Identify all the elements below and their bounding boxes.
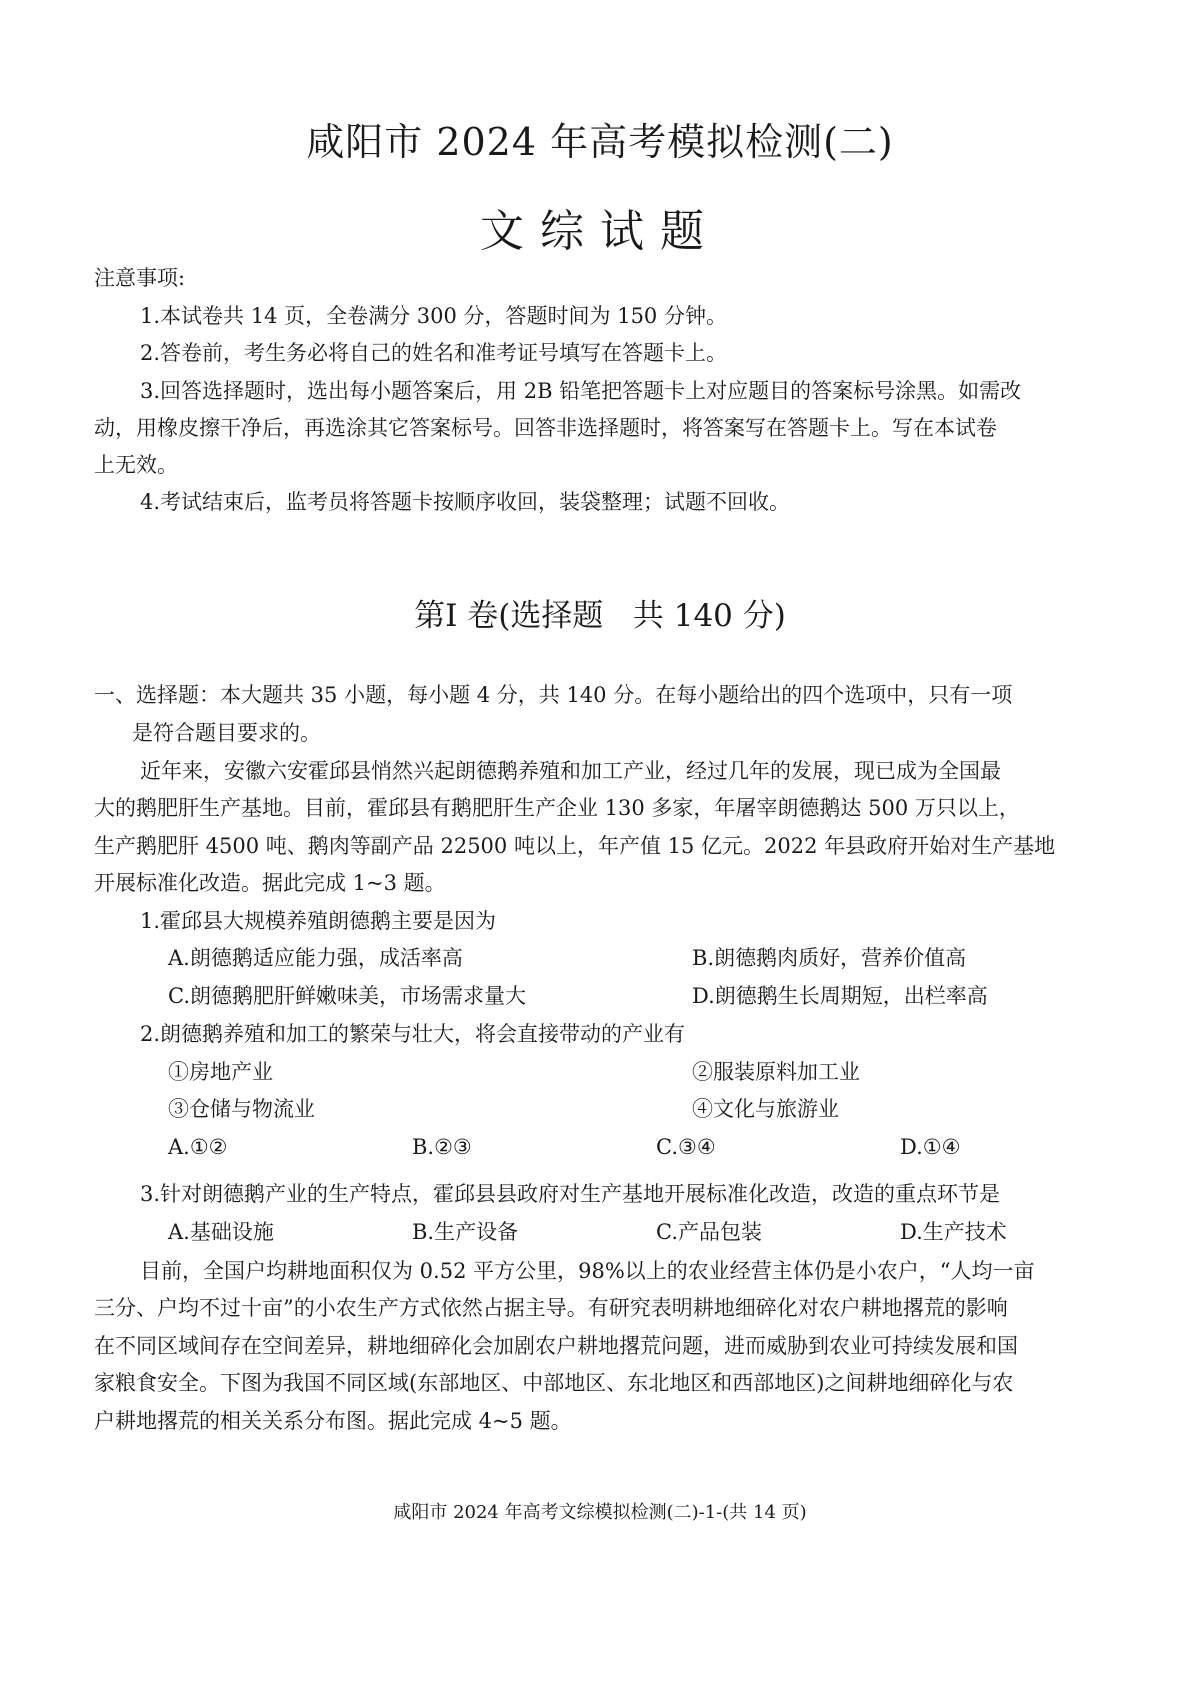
passage1-line-4: 开展标准化改造。据此完成 1~3 题。 [94, 871, 446, 895]
question-3-option-a: A.基础设施 [168, 1220, 274, 1244]
exam-subtitle: 文综试题 [480, 206, 720, 257]
passage2-line-5: 户耕地撂荒的相关关系分布图。据此完成 4~5 题。 [94, 1409, 572, 1433]
passage1-line-3: 生产鹅肥肝 4500 吨、鹅肉等副产品 22500 吨以上，年产值 15 亿元。2022 年县政府开始对生产基地 [94, 834, 1056, 858]
notice-item-3: 3.回答选择题时，选出每小题答案后，用 2B 铅笔把答题卡上对应题目的答案标号涂黑。如需改 [140, 379, 1022, 403]
question-1-option-d: D.朗德鹅生长周期短，出栏率高 [692, 984, 988, 1008]
question-2-item-4: ④文化与旅游业 [692, 1097, 839, 1121]
notice-item-1: 1.本试卷共 14 页，全卷满分 300 分，答题时间为 150 分钟。 [140, 304, 727, 328]
passage2-line-1: 目前，全国户均耕地面积仅为 0.52 平方公里，98%以上的农业经营主体仍是小农户，“人均一亩 [140, 1259, 1035, 1283]
passage2-line-4: 家粮食安全。下图为我国不同区域(东部地区、中部地区、东北地区和西部地区)之间耕地细碎化与农 [94, 1371, 1014, 1395]
section-instruction: 一、选择题：本大题共 35 小题，每小题 4 分，共 140 分。在每小题给出的四个选项中，只有一项 [94, 683, 1013, 707]
question-2-option-d: D.①④ [900, 1135, 961, 1159]
question-1-option-b: B.朗德鹅肉质好，营养价值高 [692, 946, 967, 970]
notice-item-2: 2.答卷前，考生务必将自己的姓名和准考证号填写在答题卡上。 [140, 341, 728, 365]
question-2-option-a: A.①② [168, 1135, 228, 1159]
question-2-option-b: B.②③ [412, 1135, 472, 1159]
question-1-stem: 1.霍邱县大规模养殖朗德鹅主要是因为 [140, 909, 497, 933]
question-1-option-c: C.朗德鹅肥肝鲜嫩味美，市场需求量大 [168, 984, 526, 1008]
exam-title: 咸阳市 2024 年高考模拟检测(二) [306, 120, 894, 164]
question-2-option-c: C.③④ [656, 1135, 716, 1159]
question-2-stem: 2.朗德鹅养殖和加工的繁荣与壮大，将会直接带动的产业有 [140, 1022, 686, 1046]
notice-item-3-cont: 动，用橡皮擦干净后，再选涂其它答案标号。回答非选择题时，将答案写在答题卡上。写在本试卷 [94, 416, 997, 440]
question-2-item-3: ③仓储与物流业 [168, 1097, 315, 1121]
question-3-option-d: D.生产技术 [900, 1220, 1007, 1244]
section-title: 第Ⅰ 卷(选择题 共 140 分) [414, 598, 786, 634]
passage1-line-2: 大的鹅肥肝生产基地。目前，霍邱县有鹅肥肝生产企业 130 多家，年屠宰朗德鹅达 500 万只以上， [94, 796, 1020, 820]
question-3-stem: 3.针对朗德鹅产业的生产特点，霍邱县县政府对生产基地开展标准化改造，改造的重点环节是 [140, 1182, 1001, 1206]
passage2-line-3: 在不同区域间存在空间差异，耕地细碎化会加剧农户耕地撂荒问题，进而威胁到农业可持续发展和国 [94, 1334, 1018, 1358]
section-instruction-cont: 是符合题目要求的。 [132, 721, 321, 745]
question-3-option-c: C.产品包装 [656, 1220, 762, 1244]
passage2-line-2: 三分、户均不过十亩”的小农生产方式依然占据主导。有研究表明耕地细碎化对农户耕地撂荒的影响 [94, 1296, 1008, 1320]
question-2-item-2: ②服装原料加工业 [692, 1060, 860, 1084]
notice-heading: 注意事项: [94, 266, 186, 290]
question-2-item-1: ①房地产业 [168, 1060, 273, 1084]
notice-item-4: 4.考试结束后，监考员将答题卡按顺序收回，装袋整理；试题不回收。 [140, 490, 791, 514]
notice-item-3-end: 上无效。 [94, 453, 178, 477]
page-footer: 咸阳市 2024 年高考文综模拟检测(二)-1-(共 14 页) [393, 1502, 807, 1523]
passage1-line-1: 近年来，安徽六安霍邱县悄然兴起朗德鹅养殖和加工产业，经过几年的发展，现已成为全国最 [140, 759, 1001, 783]
question-3-option-b: B.生产设备 [412, 1220, 519, 1244]
question-1-option-a: A.朗德鹅适应能力强，成活率高 [168, 946, 463, 970]
